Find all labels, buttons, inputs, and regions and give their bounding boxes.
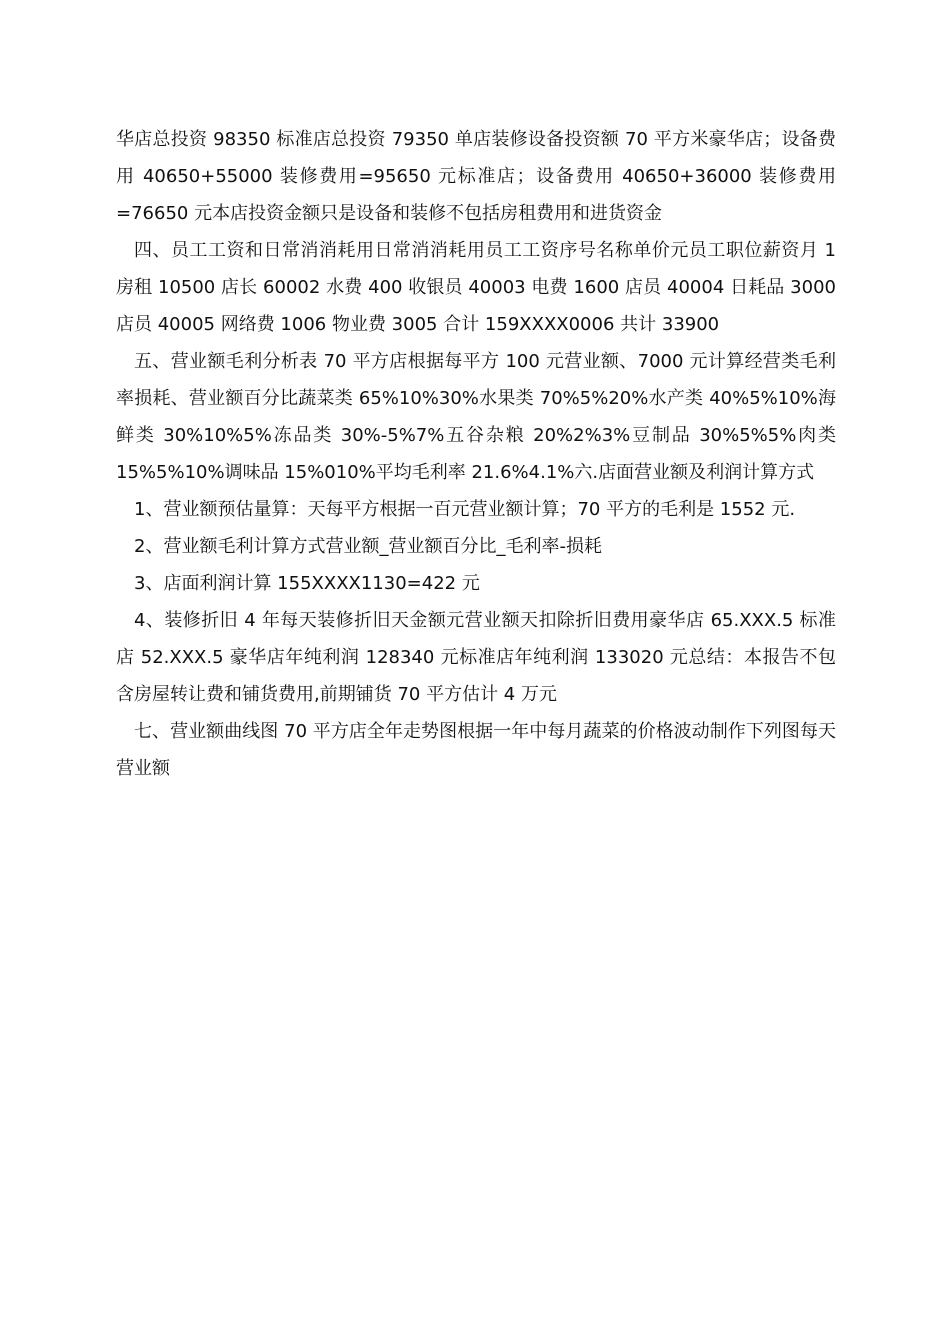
paragraph-item-4-depreciation: 4、装修折旧 4 年每天装修折旧天金额元营业额天扣除折旧费用豪华店 65.XXX.5 标准店 52.XXX.5 豪华店年纯利润 128340 元标准店年纯利润 133020 元总结：本报告不包含房屋转让费和铺货费用,前期铺货 70 平方估计 4 万元 [116,610,836,705]
document-body [116,121,836,787]
paragraph-section-five-margin: 五、营业额毛利分析表 70 平方店根据每平方 100 元营业额、7000 元计算经营类毛利率损耗、营业额百分比蔬菜类 65%10%30%水果类 70%5%20%水产类 40%5%10%海鲜类 30%10%5%冻品类 30%-5%7%五谷杂粮 20%2%3%豆制品 30%5%5%肉类 15%5%10%调味品 15%010%平均毛利率 21.6%4.1%六.店面营业额及利润计算方式 [116,351,836,483]
paragraph-section-four-wages: 四、员工工资和日常消消耗用日常消消耗用员工工资序号名称单价元员工职位薪资月 1 房租 10500 店长 60002 水费 400 收银员 40003 电费 1600 店员 40004 日耗品 3000 店员 40005 网络费 1006 物业费 3005 合计 159XXXX0006 共计 33900 [116,240,836,335]
paragraph-item-1-estimate: 1、营业额预估量算：天每平方根据一百元营业额计算；70 平方的毛利是 1552 元. [134,499,796,520]
paragraph-item-2-method: 2、营业额毛利计算方式营业额_营业额百分比_毛利率-损耗 [134,536,602,557]
paragraph-investment-summary: 华店总投资 98350 标准店总投资 79350 单店装修设备投资额 70 平方米豪华店；设备费用 40650+55000 装修费用=95650 元标准店；设备费用 40650+36000 装修费用=76650 元本店投资金额只是设备和装修不包括房租费用和进货资金 [116,129,836,224]
paragraph-section-seven-chart: 七、营业额曲线图 70 平方店全年走势图根据一年中每月蔬菜的价格波动制作下列图每天营业额 [116,721,836,779]
paragraph-item-3-profit: 3、店面利润计算 155XXXX1130=422 元 [134,573,480,594]
